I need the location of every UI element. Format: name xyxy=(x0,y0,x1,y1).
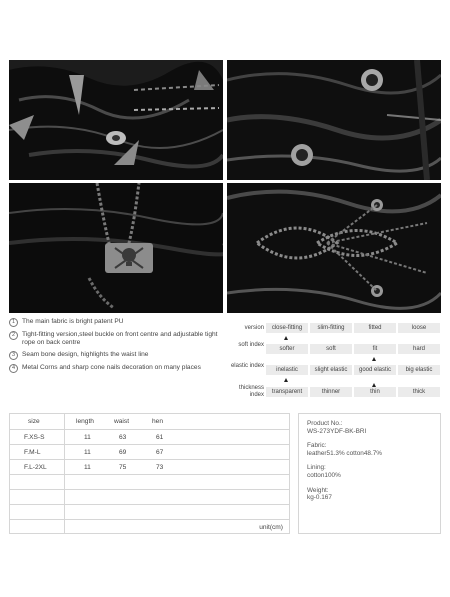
feature-item xyxy=(9,331,223,348)
table-cell: 67 xyxy=(156,449,164,456)
attribute-option: soft xyxy=(310,344,352,354)
lining-info: Lining: cotton100% xyxy=(307,464,341,479)
feature-text: The main fabric is bright patent PU xyxy=(22,318,124,325)
attribute-option: thin xyxy=(354,387,396,397)
attribute-option: slight elastic xyxy=(310,365,352,375)
photo-skull-buckle-detail xyxy=(9,183,223,313)
size-table xyxy=(9,413,290,534)
attribute-label: soft index xyxy=(238,342,264,348)
table-cell: 11 xyxy=(84,464,91,471)
feature-item xyxy=(9,351,223,360)
table-cell: 75 xyxy=(119,464,127,471)
attribute-label: thickness index xyxy=(238,385,264,398)
table-row xyxy=(10,504,289,519)
attribute-grid xyxy=(228,320,442,402)
attribute-option: inelastic xyxy=(266,365,308,375)
attribute-row-version xyxy=(228,320,442,338)
photo-spikes-detail xyxy=(9,60,223,180)
table-row xyxy=(10,519,289,534)
fabric-info: Fabric: leather51.3% cotton48.7% xyxy=(307,442,382,457)
selected-marker-icon xyxy=(284,378,288,382)
table-cell: F.XS-S xyxy=(24,434,45,441)
size-table-header xyxy=(10,414,289,429)
feature-number: 3 xyxy=(9,351,18,360)
attribute-option: fit xyxy=(354,344,396,354)
attribute-label: elastic index xyxy=(230,363,264,369)
selected-marker-icon xyxy=(372,383,376,387)
product-info xyxy=(298,413,441,534)
feature-item xyxy=(9,364,223,373)
column-header: size xyxy=(28,418,40,425)
attribute-option: softer xyxy=(266,344,308,354)
unit-label: unit(cm) xyxy=(259,524,283,531)
feature-number: 4 xyxy=(9,364,18,373)
table-row xyxy=(10,474,289,489)
selected-marker-icon xyxy=(284,336,288,340)
feature-text: Seam bone design, highlights the waist line xyxy=(22,351,149,358)
feature-number: 1 xyxy=(9,318,18,327)
column-divider xyxy=(64,414,65,533)
column-header: hen xyxy=(152,418,164,425)
feature-number: 2 xyxy=(9,331,18,340)
attribute-row-soft xyxy=(228,341,442,359)
attribute-option: good elastic xyxy=(354,365,396,375)
attribute-option: close-fitting xyxy=(266,323,308,333)
attribute-row-thickness xyxy=(228,384,442,402)
feature-text: Tight-fitting version,steel buckle on front centre and adjustable tight rope on back centre xyxy=(22,330,218,346)
attribute-option: thick xyxy=(398,387,440,397)
table-cell: 61 xyxy=(156,434,164,441)
table-row xyxy=(10,444,289,459)
attribute-option: transparent xyxy=(266,387,308,397)
feature-text: Metal Corns and sharp cone nails decoration on many places xyxy=(22,363,201,371)
attribute-option: thinner xyxy=(310,387,352,397)
attribute-option: slim-fitting xyxy=(310,323,352,333)
feature-list xyxy=(9,318,223,410)
product-number: Product No.: WS-273YDF-BK-BRI xyxy=(307,420,367,435)
table-row xyxy=(10,429,289,444)
weight-info: Weight: kg-0.167 xyxy=(307,486,332,502)
table-cell: 73 xyxy=(156,464,164,471)
photo-eyelets-detail xyxy=(227,60,441,180)
table-row xyxy=(10,459,289,474)
table-cell: 63 xyxy=(119,434,127,441)
photo-back-lacing-detail xyxy=(227,183,441,313)
attribute-row-elastic xyxy=(228,362,442,380)
table-cell: 69 xyxy=(119,449,127,456)
attribute-option: big elastic xyxy=(398,365,440,375)
table-cell: 11 xyxy=(84,434,91,441)
attribute-option: fitted xyxy=(354,323,396,333)
table-cell: 11 xyxy=(84,449,91,456)
attribute-label: version xyxy=(244,325,264,331)
column-header: waist xyxy=(114,418,130,425)
table-row xyxy=(10,489,289,504)
column-header: length xyxy=(76,418,94,425)
table-cell: F.L-2XL xyxy=(24,464,47,471)
attribute-option: loose xyxy=(398,323,440,333)
table-cell: F.M-L xyxy=(24,449,41,456)
attribute-option: hard xyxy=(398,344,440,354)
selected-marker-icon xyxy=(372,357,376,361)
feature-item xyxy=(9,318,223,327)
